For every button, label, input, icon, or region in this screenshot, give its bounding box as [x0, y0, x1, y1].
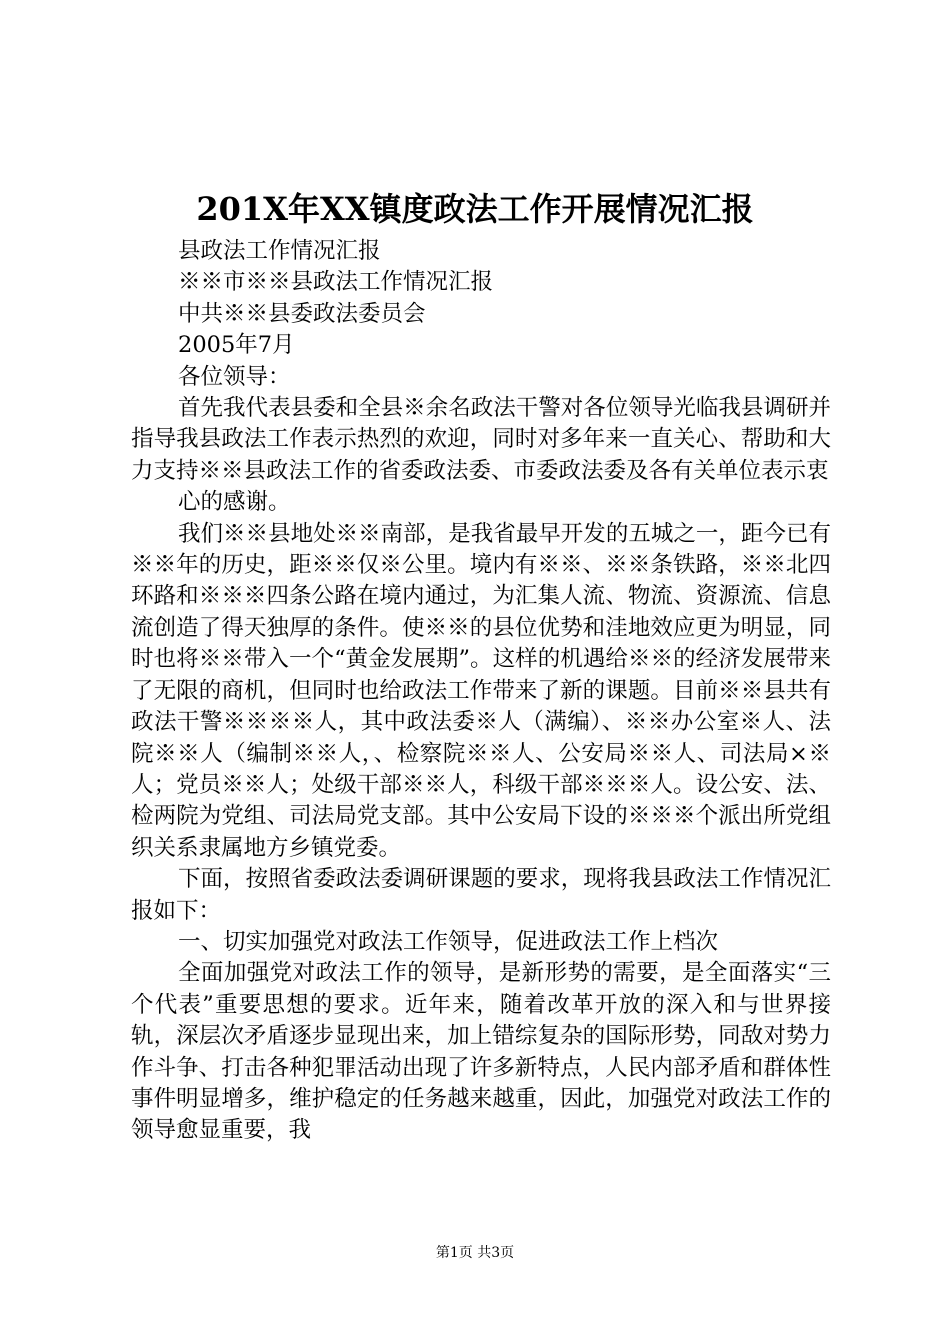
section-heading-1: 一、切实加强党对政法工作领导，促进政法工作上档次 [178, 928, 719, 955]
paragraph-section-1-body: 全面加强党对政法工作的领导，是新形势的需要，是全面落实“三个代表”重要思想的要求。近年来，随着改革开放的深入和与世界接轨，深层次矛盾逐步显现出来，加上错综复杂的国际形势，同敌对势力作斗争、打击各种犯罪活动出现了许多新特点，人民内部矛盾和群体性事件明显增多，维护稳定的任务越来越重，因此，加强党对政法工作的领导愈显重要，我 [131, 960, 831, 1144]
paragraph-issuer: 中共※※县委政法委员会 [178, 300, 426, 327]
paragraph-subtitle: 县政法工作情况汇报 [178, 238, 381, 264]
paragraph-report-heading: ※※市※※县政法工作情况汇报 [178, 269, 494, 296]
paragraph-thanks: 心的感谢。 [178, 489, 291, 516]
paragraph-salutation: 各位领导： [178, 363, 291, 390]
document-title: 201X年XX镇度政法工作开展情况汇报 [196, 190, 754, 228]
paragraph-date: 2005年7月 [178, 332, 295, 359]
paragraph-transition: 下面，按照省委政法委调研课题的要求，现将我县政法工作情况汇报如下： [131, 866, 831, 924]
page-footer: 第1页 共3页 [435, 1245, 515, 1261]
document-body [131, 236, 831, 1147]
paragraph-county-overview: 我们※※县地处※※南部，是我省最早开发的五城之一，距今已有※※年的历史，距※※仅※公里。境内有※※、※※条铁路，※※北四环路和※※※四条公路在境内通过，为汇集人流、物流、资源流、信息流创造了得天独厚的条件。使※※的县位优势和洼地效应更为明显，同时也将※※带入一个“黄金发展期”。这样的机遇给※※的经济发展带来了无限的商机，但同时也给政法工作带来了新的课题。目前※※县共有政法干警※※※※人，其中政法委※人（满编）、※※办公室※人、法院※※人（编制※※人，、检察院※※人、公安局※※人、司法局×※人；党员※※人；处级干部※※人，科级干部※※※人。设公安、法、检两院为党组、司法局党支部。其中公安局下设的※※※个派出所党组织关系隶属地方乡镇党委。 [131, 520, 831, 861]
paragraph-welcome: 首先我代表县委和全县※余名政法干警对各位领导光临我县调研并指导我县政法工作表示热烈的欢迎，同时对多年来一直关心、帮助和大力支持※※县政法工作的省委政法委、市委政法委及各有关单位表示衷 [131, 395, 831, 484]
